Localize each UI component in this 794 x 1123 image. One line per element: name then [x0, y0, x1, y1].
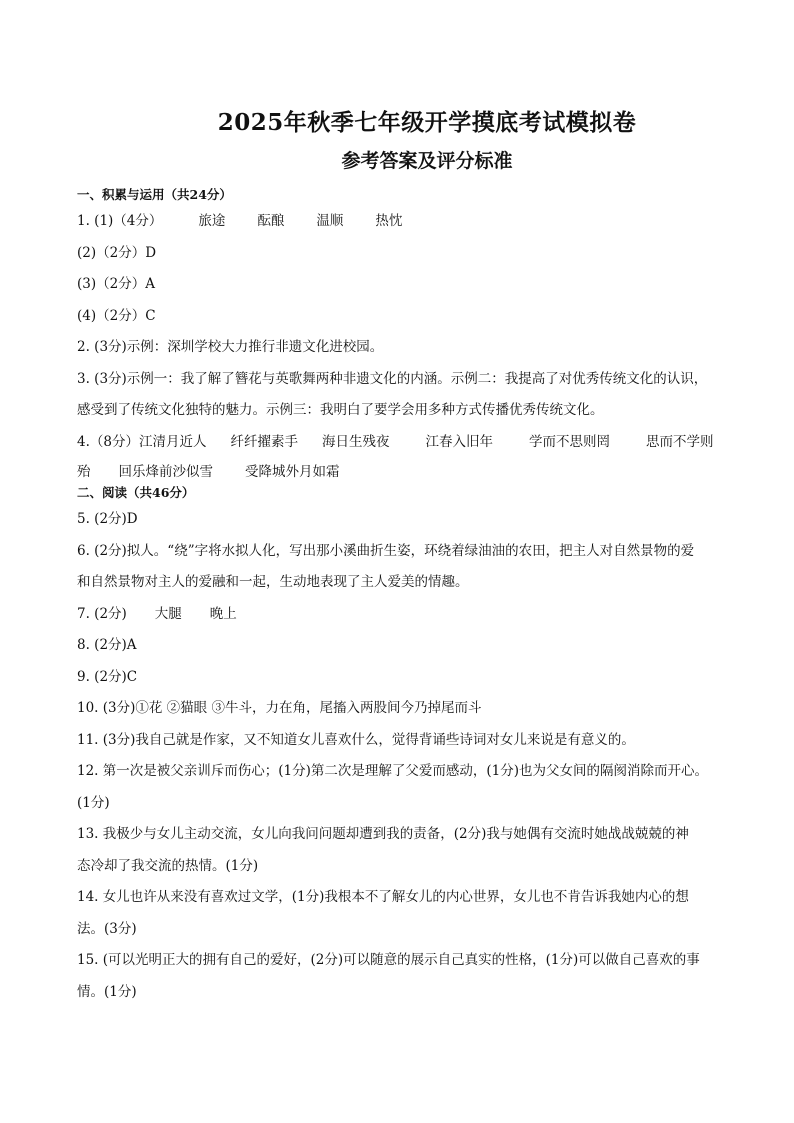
- answer-10: 10. (3分)①花 ②猫眼 ③牛斗，力在角，尾搐入两股间今乃掉尾而斗: [77, 700, 482, 716]
- page-subtitle: 参考答案及评分标准: [341, 150, 513, 172]
- answer-1-3: (3)（2分）A: [77, 276, 155, 292]
- answer-1-2: (2)（2分）D: [77, 244, 157, 261]
- answer-11: 11. (3分)我自己就是作家，又不知道女儿喜欢什么，觉得背诵些诗词对女儿来说是有意义的。: [77, 731, 635, 748]
- answer-word: 温顺: [316, 213, 344, 229]
- answer-item: 江春入旧年: [425, 433, 493, 450]
- page-title: 2025年秋季七年级开学摸底考试模拟卷: [217, 109, 637, 136]
- answer-label: 1. (1)（4分）: [77, 213, 163, 229]
- answer-item: 思而不学则: [645, 433, 714, 450]
- answer-15-line-1: 15. (可以光明正大的拥有自己的爱好，(2分)可以随意的展示自己真实的性格，(1分)可以做自己喜欢的事: [77, 952, 700, 968]
- answer-3-line-1: 3. (3分)示例一：我了解了簪花与英歌舞两种非遗文化的内涵。示例二：我提高了对优秀传统文化的认识，: [77, 370, 708, 387]
- answer-5: 5. (2分)D: [77, 511, 138, 527]
- answer-15-line-2: 情。(1分): [77, 983, 137, 1000]
- answer-word: 热忱: [375, 213, 403, 229]
- answer-1-1: [77, 206, 727, 238]
- section-heading-2: 二、阅读（共46分）: [77, 485, 195, 500]
- answer-3-line-2: 感受到了传统文化独特的魅力。示例三：我明白了要学会用多种方式传播优秀传统文化。: [77, 402, 604, 418]
- answer-item: 海日生残夜: [321, 433, 390, 450]
- answer-label: 7. (2分): [77, 605, 127, 622]
- answer-13-line-2: 态冷却了我交流的热情。(1分): [77, 857, 259, 874]
- answer-6-line-1: 6. (2分)拟人。“绕”字将水拟人化，写出那小溪曲折生姿，环绕着绿油油的农田，把主人对自然景物的爱: [77, 542, 695, 559]
- answer-4-line-2: [77, 458, 727, 482]
- answer-word: 旅途: [198, 213, 226, 229]
- answer-2: 2. (3分)示例：深圳学校大力推行非遗文化进校园。: [77, 339, 384, 355]
- answer-word: 大腿: [154, 605, 182, 622]
- answer-14-line-2: 法。(3分): [77, 920, 137, 937]
- answer-item: 回乐烽前沙似雪: [118, 464, 213, 480]
- answer-item: 受降城外月如霜: [245, 464, 340, 480]
- answer-6-line-2: 和自然景物对主人的爱融和一起，生动地表现了主人爱美的情趣。: [77, 574, 469, 590]
- answer-word: 晚上: [209, 605, 237, 622]
- answer-7: [77, 599, 727, 631]
- answer-14-line-1: 14. 女儿也许从来没有喜欢过文学，(1分)我根本不了解女儿的内心世界，女儿也不肯告诉我她内心的想: [77, 889, 689, 905]
- answer-item: 学而不思则罔: [528, 433, 610, 450]
- answer-12-line-2: (1分): [77, 794, 110, 811]
- answer-item: 殆: [77, 464, 91, 480]
- answer-1-4: (4)（2分）C: [77, 307, 156, 324]
- answer-4-line-1: [77, 427, 727, 459]
- answer-item: 纤纤擢素手: [230, 433, 298, 450]
- answer-12-line-1: 12. 第一次是被父亲训斥而伤心；(1分)第二次是理解了父爱而感动，(1分)也为父女间的隔阂消除而开心。: [77, 763, 709, 779]
- section-heading-1: 一、积累与运用（共24分）: [77, 187, 232, 202]
- answer-item: 江清月近人: [138, 433, 207, 450]
- answer-9: 9. (2分)C: [77, 668, 138, 685]
- answer-word: 酝酿: [257, 213, 285, 229]
- answer-13-line-1: 13. 我极少与女儿主动交流，女儿向我问问题却遭到我的责备，(2分)我与她偶有交流时她战战兢兢的神: [77, 826, 689, 842]
- answer-content: [77, 184, 727, 1008]
- answer-8: 8. (2分)A: [77, 637, 137, 653]
- answer-label: 4.（8分）: [77, 433, 139, 450]
